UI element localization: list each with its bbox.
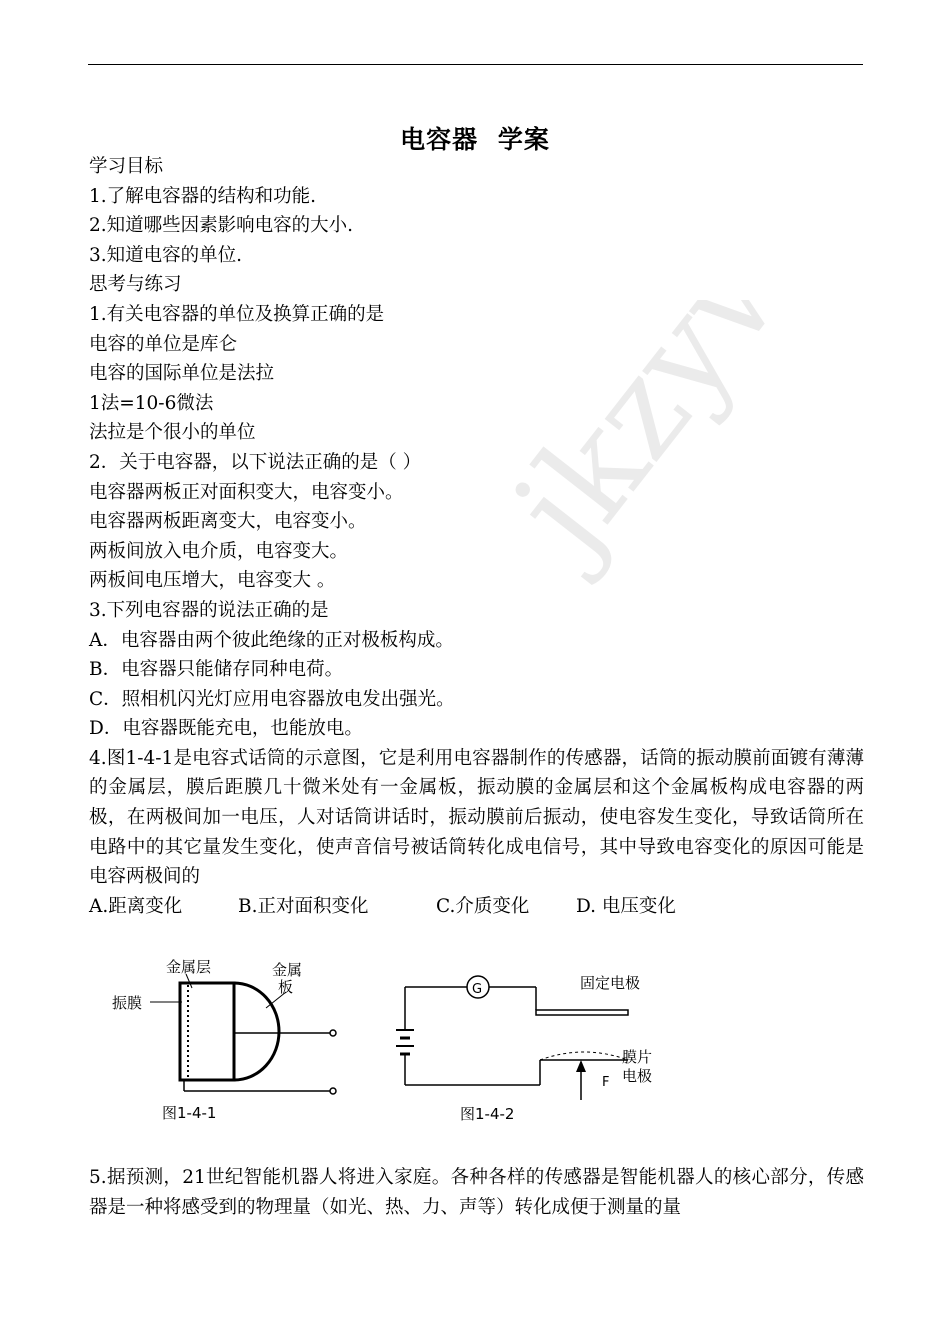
label-metal-plate-2: 板 xyxy=(278,978,294,996)
metal-plate-arc xyxy=(234,983,279,1080)
document-body xyxy=(89,152,864,921)
q1-option: 电容的国际单位是法拉 xyxy=(89,363,275,385)
q2-option: 电容器两板正对面积变大，电容变小。 xyxy=(89,481,404,503)
q3-option: B．电容器只能储存同种电荷。 xyxy=(89,659,344,681)
q4-option: B.正对面积变化 xyxy=(238,895,369,917)
goals-heading: 学习目标 xyxy=(89,156,164,177)
q3-option: C．照相机闪光灯应用电容器放电发出强光。 xyxy=(89,688,455,710)
goal-item: 1.了解电容器的结构和功能. xyxy=(89,185,317,207)
fixed-electrode-plate xyxy=(536,1010,628,1015)
membrane-deflection xyxy=(540,1052,628,1060)
figure-1-4-2 xyxy=(396,974,652,1123)
q2-option: 两板间电压增大，电容变大 。 xyxy=(89,570,336,592)
q1-option: 电容的单位是库仑 xyxy=(89,333,238,355)
figure-1-4-1 xyxy=(112,958,336,1122)
label-diaphragm: 振膜 xyxy=(112,994,143,1012)
page-title: 电容器 学案 xyxy=(400,125,550,154)
q4-option: A.距离变化 xyxy=(89,895,183,917)
caption-fig1: 图1-4-1 xyxy=(162,1104,217,1122)
q5-text: 5.据预测，21世纪智能机器人将进入家庭。各种各样的传感器是智能机器人的核心部分，传感器是一种将感受到的物理量（如光、热、力、声等）转化成便于测量的量 xyxy=(89,1167,864,1218)
terminal-top xyxy=(330,1030,336,1036)
header-rule xyxy=(88,64,863,65)
q4-option: C.介质变化 xyxy=(436,895,530,917)
q4-option: D. 电压变化 xyxy=(576,895,676,917)
q3-stem: 3.下列电容器的说法正确的是 xyxy=(89,599,329,621)
goal-item: 3.知道电容的单位. xyxy=(89,244,243,266)
q3-option: A．电容器由两个彼此绝缘的正对极板构成。 xyxy=(89,629,454,651)
q1-stem: 1.有关电容器的单位及换算正确的是 xyxy=(89,303,385,325)
q2-stem: 2．关于电容器，以下说法正确的是（ ） xyxy=(89,451,422,473)
galvanometer-label: G xyxy=(472,982,483,997)
label-membrane-1: 膜片 xyxy=(622,1048,653,1066)
q1-option: 1法=10-6微法 xyxy=(89,392,214,414)
caption-fig2: 图1-4-2 xyxy=(460,1105,515,1123)
q4-options xyxy=(89,892,864,922)
practice-heading: 思考与练习 xyxy=(89,274,182,296)
q3-option: D．电容器既能充电，也能放电。 xyxy=(89,718,363,740)
watermark-text: jkzyw xyxy=(484,300,834,580)
goal-item: 2.知道哪些因素影响电容的大小. xyxy=(89,215,354,237)
figures xyxy=(100,950,700,1130)
q2-option: 电容器两板距离变大，电容变小。 xyxy=(89,511,367,533)
q2-option: 两板间放入电介质，电容变大。 xyxy=(89,540,349,562)
q4-stem: 4.图1-4-1是电容式话筒的示意图，它是利用电容器制作的传感器，话筒的振动膜前面镀有薄薄的金属层，膜后距膜几十微米处有一金属板，振动膜的金属层和这个金属板构成电容器的两极，在两极间加一电压，人对话筒讲话时，振动膜前后振动，使电容发生变化，导致话筒所在电路中的其它量发生变化，使声音信号被话筒转化成电信号，其中导致电容变化的原因可能是电容两极间的 xyxy=(89,747,864,888)
label-fixed-electrode: 固定电极 xyxy=(580,974,641,992)
label-metal-plate-1: 金属 xyxy=(272,961,303,979)
label-membrane-2: 电极 xyxy=(622,1067,653,1085)
label-metal-layer: 金属层 xyxy=(166,958,212,976)
figures-svg xyxy=(100,950,700,1130)
force-arrow-head xyxy=(576,1060,586,1072)
terminal-bottom xyxy=(330,1088,336,1094)
q1-option: 法拉是个很小的单位 xyxy=(89,422,256,444)
label-force: F xyxy=(602,1075,610,1090)
